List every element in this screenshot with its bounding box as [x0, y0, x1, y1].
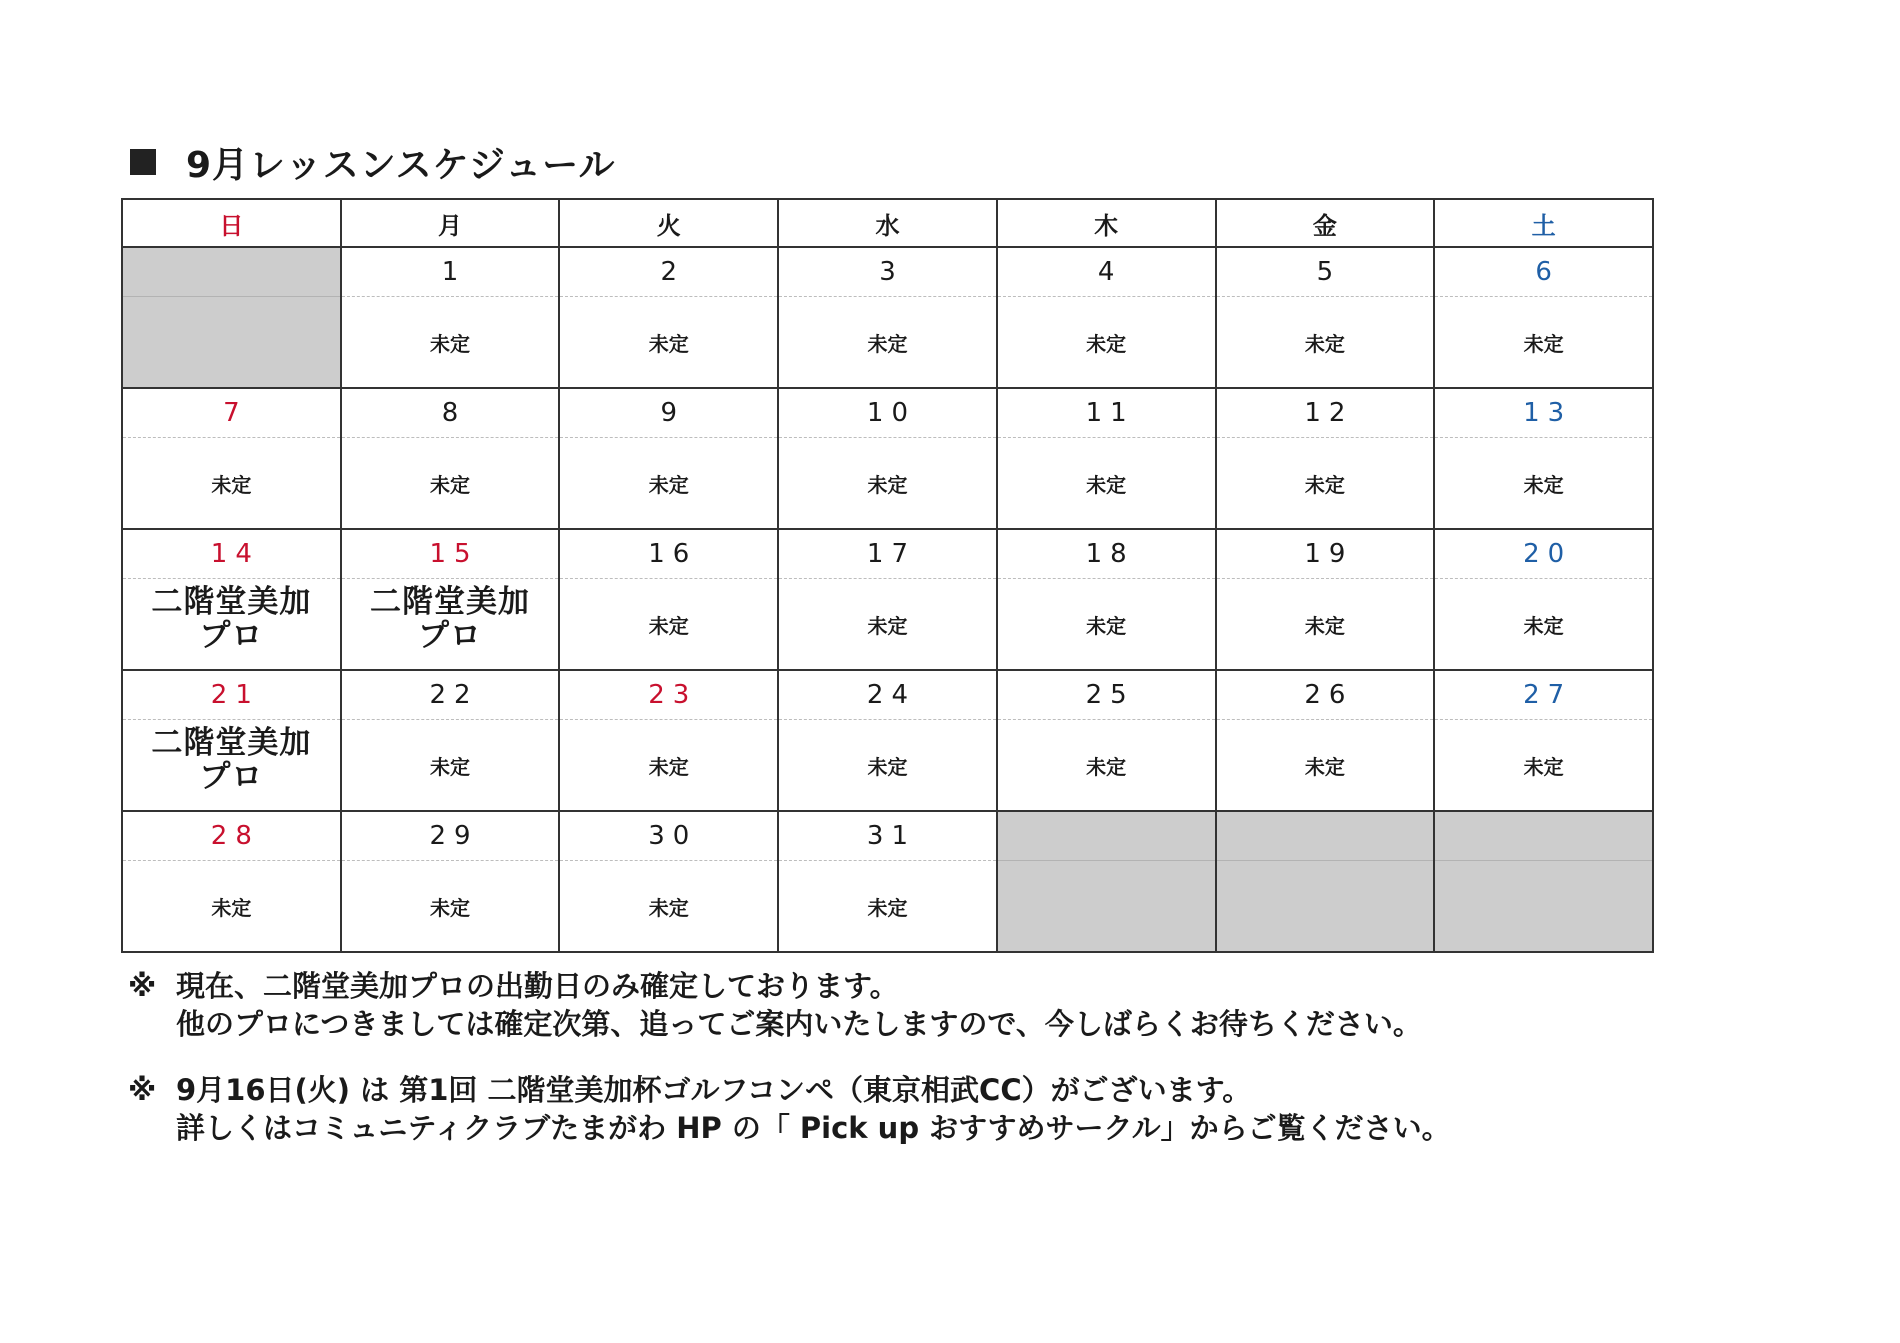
schedule-status: 未定	[1086, 754, 1127, 779]
day-cell	[1434, 670, 1653, 811]
day-number: 9	[560, 389, 777, 438]
schedule-status: 未定	[430, 895, 471, 920]
day-number: 3	[779, 248, 996, 297]
empty-day-cell	[1434, 811, 1653, 952]
note-line: 現在、二階堂美加プロの出勤日のみ確定しております。	[176, 969, 899, 1003]
empty-day-content-area	[1217, 861, 1434, 951]
day-number: 20	[1435, 530, 1652, 579]
empty-day-number-area	[123, 248, 340, 297]
page-heading	[130, 138, 615, 186]
empty-day-number-area	[998, 812, 1215, 861]
day-cell	[1216, 247, 1435, 388]
day-cell	[122, 670, 341, 811]
day-number: 26	[1217, 671, 1434, 720]
schedule-status: 未定	[430, 754, 471, 779]
schedule-status: 未定	[211, 895, 252, 920]
note-line: 他のプロにつきましては確定次第、追ってご案内いたしますので、今しばらくお待ちください。	[176, 1007, 1422, 1041]
day-cell	[1434, 247, 1653, 388]
day-cell	[341, 529, 560, 670]
pro-schedule: 二階堂美加 プロ	[370, 584, 531, 654]
day-cell	[122, 388, 341, 529]
schedule-status: 未定	[1523, 613, 1564, 638]
schedule-status: 未定	[648, 331, 689, 356]
note	[128, 1071, 1451, 1147]
day-number: 7	[123, 389, 340, 438]
schedule-status: 未定	[211, 472, 252, 497]
calendar-body	[122, 247, 1653, 952]
day-number: 29	[342, 812, 559, 861]
note-mark: ※	[128, 1073, 157, 1107]
day-number: 14	[123, 530, 340, 579]
note-line: 詳しくはコミュニティクラブたまがわ HP の「 Pick up おすすめサークル」からご覧ください。	[176, 1111, 1451, 1145]
day-number: 8	[342, 389, 559, 438]
schedule-status: 未定	[867, 472, 908, 497]
day-cell	[997, 670, 1216, 811]
day-number: 31	[779, 812, 996, 861]
schedule-status: 未定	[867, 754, 908, 779]
schedule-status: 未定	[648, 754, 689, 779]
weekday-sat: 土	[1434, 199, 1653, 247]
week-row	[122, 529, 1653, 670]
schedule-status: 未定	[1304, 331, 1345, 356]
day-cell	[778, 811, 997, 952]
empty-day-number-area	[1217, 812, 1434, 861]
schedule-status: 未定	[1523, 472, 1564, 497]
weekday-fri: 金	[1216, 199, 1435, 247]
pro-schedule: 二階堂美加 プロ	[151, 725, 312, 795]
day-number: 25	[998, 671, 1215, 720]
day-cell	[778, 670, 997, 811]
schedule-status: 未定	[867, 613, 908, 638]
schedule-status: 未定	[648, 895, 689, 920]
day-cell	[341, 670, 560, 811]
day-cell	[997, 247, 1216, 388]
day-cell	[122, 529, 341, 670]
day-number: 15	[342, 530, 559, 579]
day-number: 27	[1435, 671, 1652, 720]
schedule-status: 未定	[1086, 472, 1127, 497]
empty-day-content-area	[1435, 861, 1652, 951]
weekday-tue: 火	[559, 199, 778, 247]
weekday-mon: 月	[341, 199, 560, 247]
week-row	[122, 388, 1653, 529]
day-number: 19	[1217, 530, 1434, 579]
schedule-status: 未定	[1304, 472, 1345, 497]
day-number: 28	[123, 812, 340, 861]
day-number: 10	[779, 389, 996, 438]
weekday-sun: 日	[122, 199, 341, 247]
day-cell	[341, 388, 560, 529]
schedule-status: 未定	[1523, 331, 1564, 356]
black-square-icon	[130, 149, 156, 175]
empty-day-content-area	[998, 861, 1215, 951]
schedule-status: 未定	[430, 472, 471, 497]
day-cell	[997, 388, 1216, 529]
day-number: 4	[998, 248, 1215, 297]
day-number: 22	[342, 671, 559, 720]
note	[128, 967, 1451, 1043]
day-cell	[1434, 388, 1653, 529]
empty-day-cell	[122, 247, 341, 388]
schedule-status: 未定	[648, 472, 689, 497]
schedule-status: 未定	[648, 613, 689, 638]
day-cell	[559, 811, 778, 952]
schedule-status: 未定	[867, 331, 908, 356]
note-line: 9月16日(火) は 第1回 二階堂美加杯ゴルフコンペ（東京相武CC）がございます。	[176, 1073, 1252, 1107]
day-cell	[778, 247, 997, 388]
day-number: 13	[1435, 389, 1652, 438]
day-cell	[341, 811, 560, 952]
week-row	[122, 670, 1653, 811]
notes-section	[128, 967, 1451, 1175]
day-cell	[1434, 529, 1653, 670]
day-cell	[559, 670, 778, 811]
day-cell	[1216, 670, 1435, 811]
day-cell	[1216, 388, 1435, 529]
schedule-calendar	[121, 198, 1654, 953]
day-cell	[778, 388, 997, 529]
day-number: 16	[560, 530, 777, 579]
day-number: 6	[1435, 248, 1652, 297]
day-cell	[1216, 529, 1435, 670]
day-number: 18	[998, 530, 1215, 579]
empty-day-number-area	[1435, 812, 1652, 861]
day-cell	[778, 529, 997, 670]
day-cell	[341, 247, 560, 388]
empty-day-content-area	[123, 297, 340, 387]
weekday-thu: 木	[997, 199, 1216, 247]
page-title: 9月レッスンスケジュール	[186, 144, 616, 186]
day-number: 23	[560, 671, 777, 720]
day-number: 17	[779, 530, 996, 579]
week-row	[122, 247, 1653, 388]
schedule-status: 未定	[867, 895, 908, 920]
schedule-status: 未定	[430, 331, 471, 356]
empty-day-cell	[1216, 811, 1435, 952]
day-number: 2	[560, 248, 777, 297]
day-cell	[997, 529, 1216, 670]
pro-schedule: 二階堂美加 プロ	[151, 584, 312, 654]
day-number: 12	[1217, 389, 1434, 438]
schedule-status: 未定	[1523, 754, 1564, 779]
day-cell	[122, 811, 341, 952]
day-cell	[559, 388, 778, 529]
day-number: 21	[123, 671, 340, 720]
schedule-status: 未定	[1304, 754, 1345, 779]
day-number: 5	[1217, 248, 1434, 297]
day-cell	[559, 247, 778, 388]
schedule-status: 未定	[1086, 613, 1127, 638]
day-number: 11	[998, 389, 1215, 438]
day-number: 1	[342, 248, 559, 297]
weekday-header-row	[122, 199, 1653, 247]
weekday-wed: 水	[778, 199, 997, 247]
day-number: 24	[779, 671, 996, 720]
day-cell	[559, 529, 778, 670]
week-row	[122, 811, 1653, 952]
schedule-status: 未定	[1304, 613, 1345, 638]
schedule-status: 未定	[1086, 331, 1127, 356]
empty-day-cell	[997, 811, 1216, 952]
day-number: 30	[560, 812, 777, 861]
note-mark: ※	[128, 969, 157, 1003]
